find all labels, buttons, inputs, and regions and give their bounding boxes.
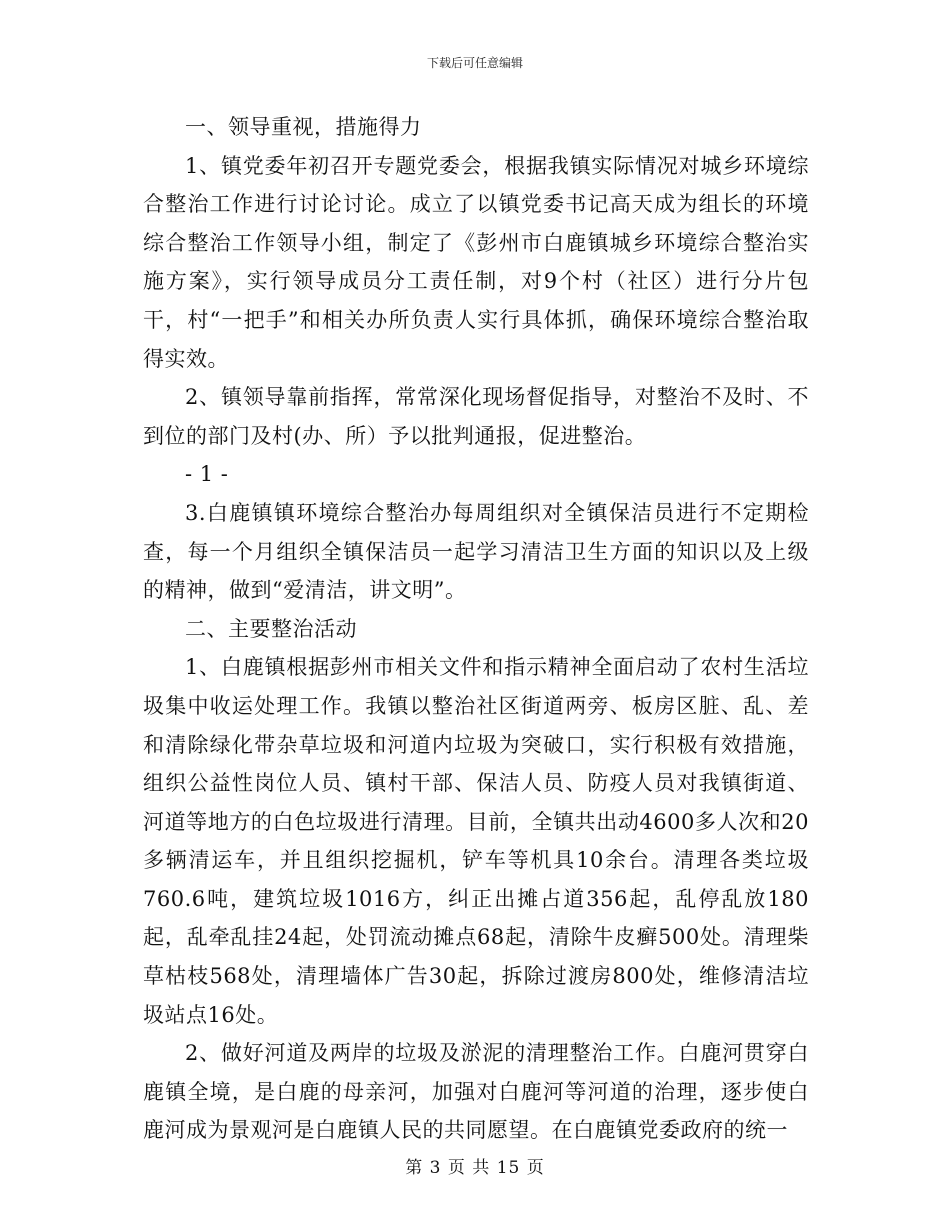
- page-number-marker: - 1 -: [185, 462, 229, 487]
- paragraph: 2、做好河道及两岸的垃圾及淤泥的清理整治工作。白鹿河贯穿白鹿镇全境，是白鹿的母亲河，加强对白鹿河等河道的治理，逐步使白鹿河成为景观河是白鹿镇人民的共同愿望。在白鹿镇党委政府的统一: [143, 1041, 809, 1143]
- paragraph: 1、镇党委年初召开专题党委会，根据我镇实际情况对城乡环境综合整治工作进行讨论讨论。成立了以镇党委书记高天成为组长的环境综合整治工作领导小组，制定了《彭州市白鹿镇城乡环境综合整治实施方案》，实行领导成员分工责任制，对9个村（社区）进行分片包干，村“一把手”和相关办所负责人实行具体抓，确保环境综合整治取得实效。: [143, 153, 809, 371]
- paragraph: 2、镇领导靠前指挥，常常深化现场督促指导，对整治不及时、不到位的部门及村(办、所）予以批判通报，促进整治。: [143, 385, 809, 448]
- section-heading-1: 一、领导重视，措施得力: [185, 115, 422, 139]
- paragraph: 1、白鹿镇根据彭州市相关文件和指示精神全面启动了农村生活垃圾集中收运处理工作。我镇以整治社区街道两旁、板房区脏、乱、差和清除绿化带杂草垃圾和河道内垃圾为突破口，实行积极有效措施，组织公益性岗位人员、镇村干部、保洁人员、防疫人员对我镇街道、河道等地方的白色垃圾进行清理。目前，全镇共出动4600多人次和20多辆清运车，并且组织挖掘机，铲车等机具10余台。清理各类垃圾760.6吨，建筑垃圾1016方，纠正出摊占道356起，乱停乱放180起，乱牵乱挂24起，处罚流动摊点68起，清除牛皮癣500处。清理柴草枯枝568处，清理墙体广告30起，拆除过渡房800处，维修清洁垃圾站点16处。: [143, 655, 809, 1027]
- section-heading-2: 二、主要整治活动: [185, 616, 357, 641]
- page-footer: 第 3 页 共 15 页: [405, 1158, 545, 1178]
- page-header-note: 下载后可任意编辑: [426, 56, 523, 70]
- paragraph: 3.白鹿镇镇环境综合整治办每周组织对全镇保洁员进行不定期检查，每一个月组织全镇保洁员一起学习清洁卫生方面的知识以及上级的精神，做到“爱清洁，讲文明”。: [143, 500, 809, 603]
- document-body: [143, 108, 809, 1150]
